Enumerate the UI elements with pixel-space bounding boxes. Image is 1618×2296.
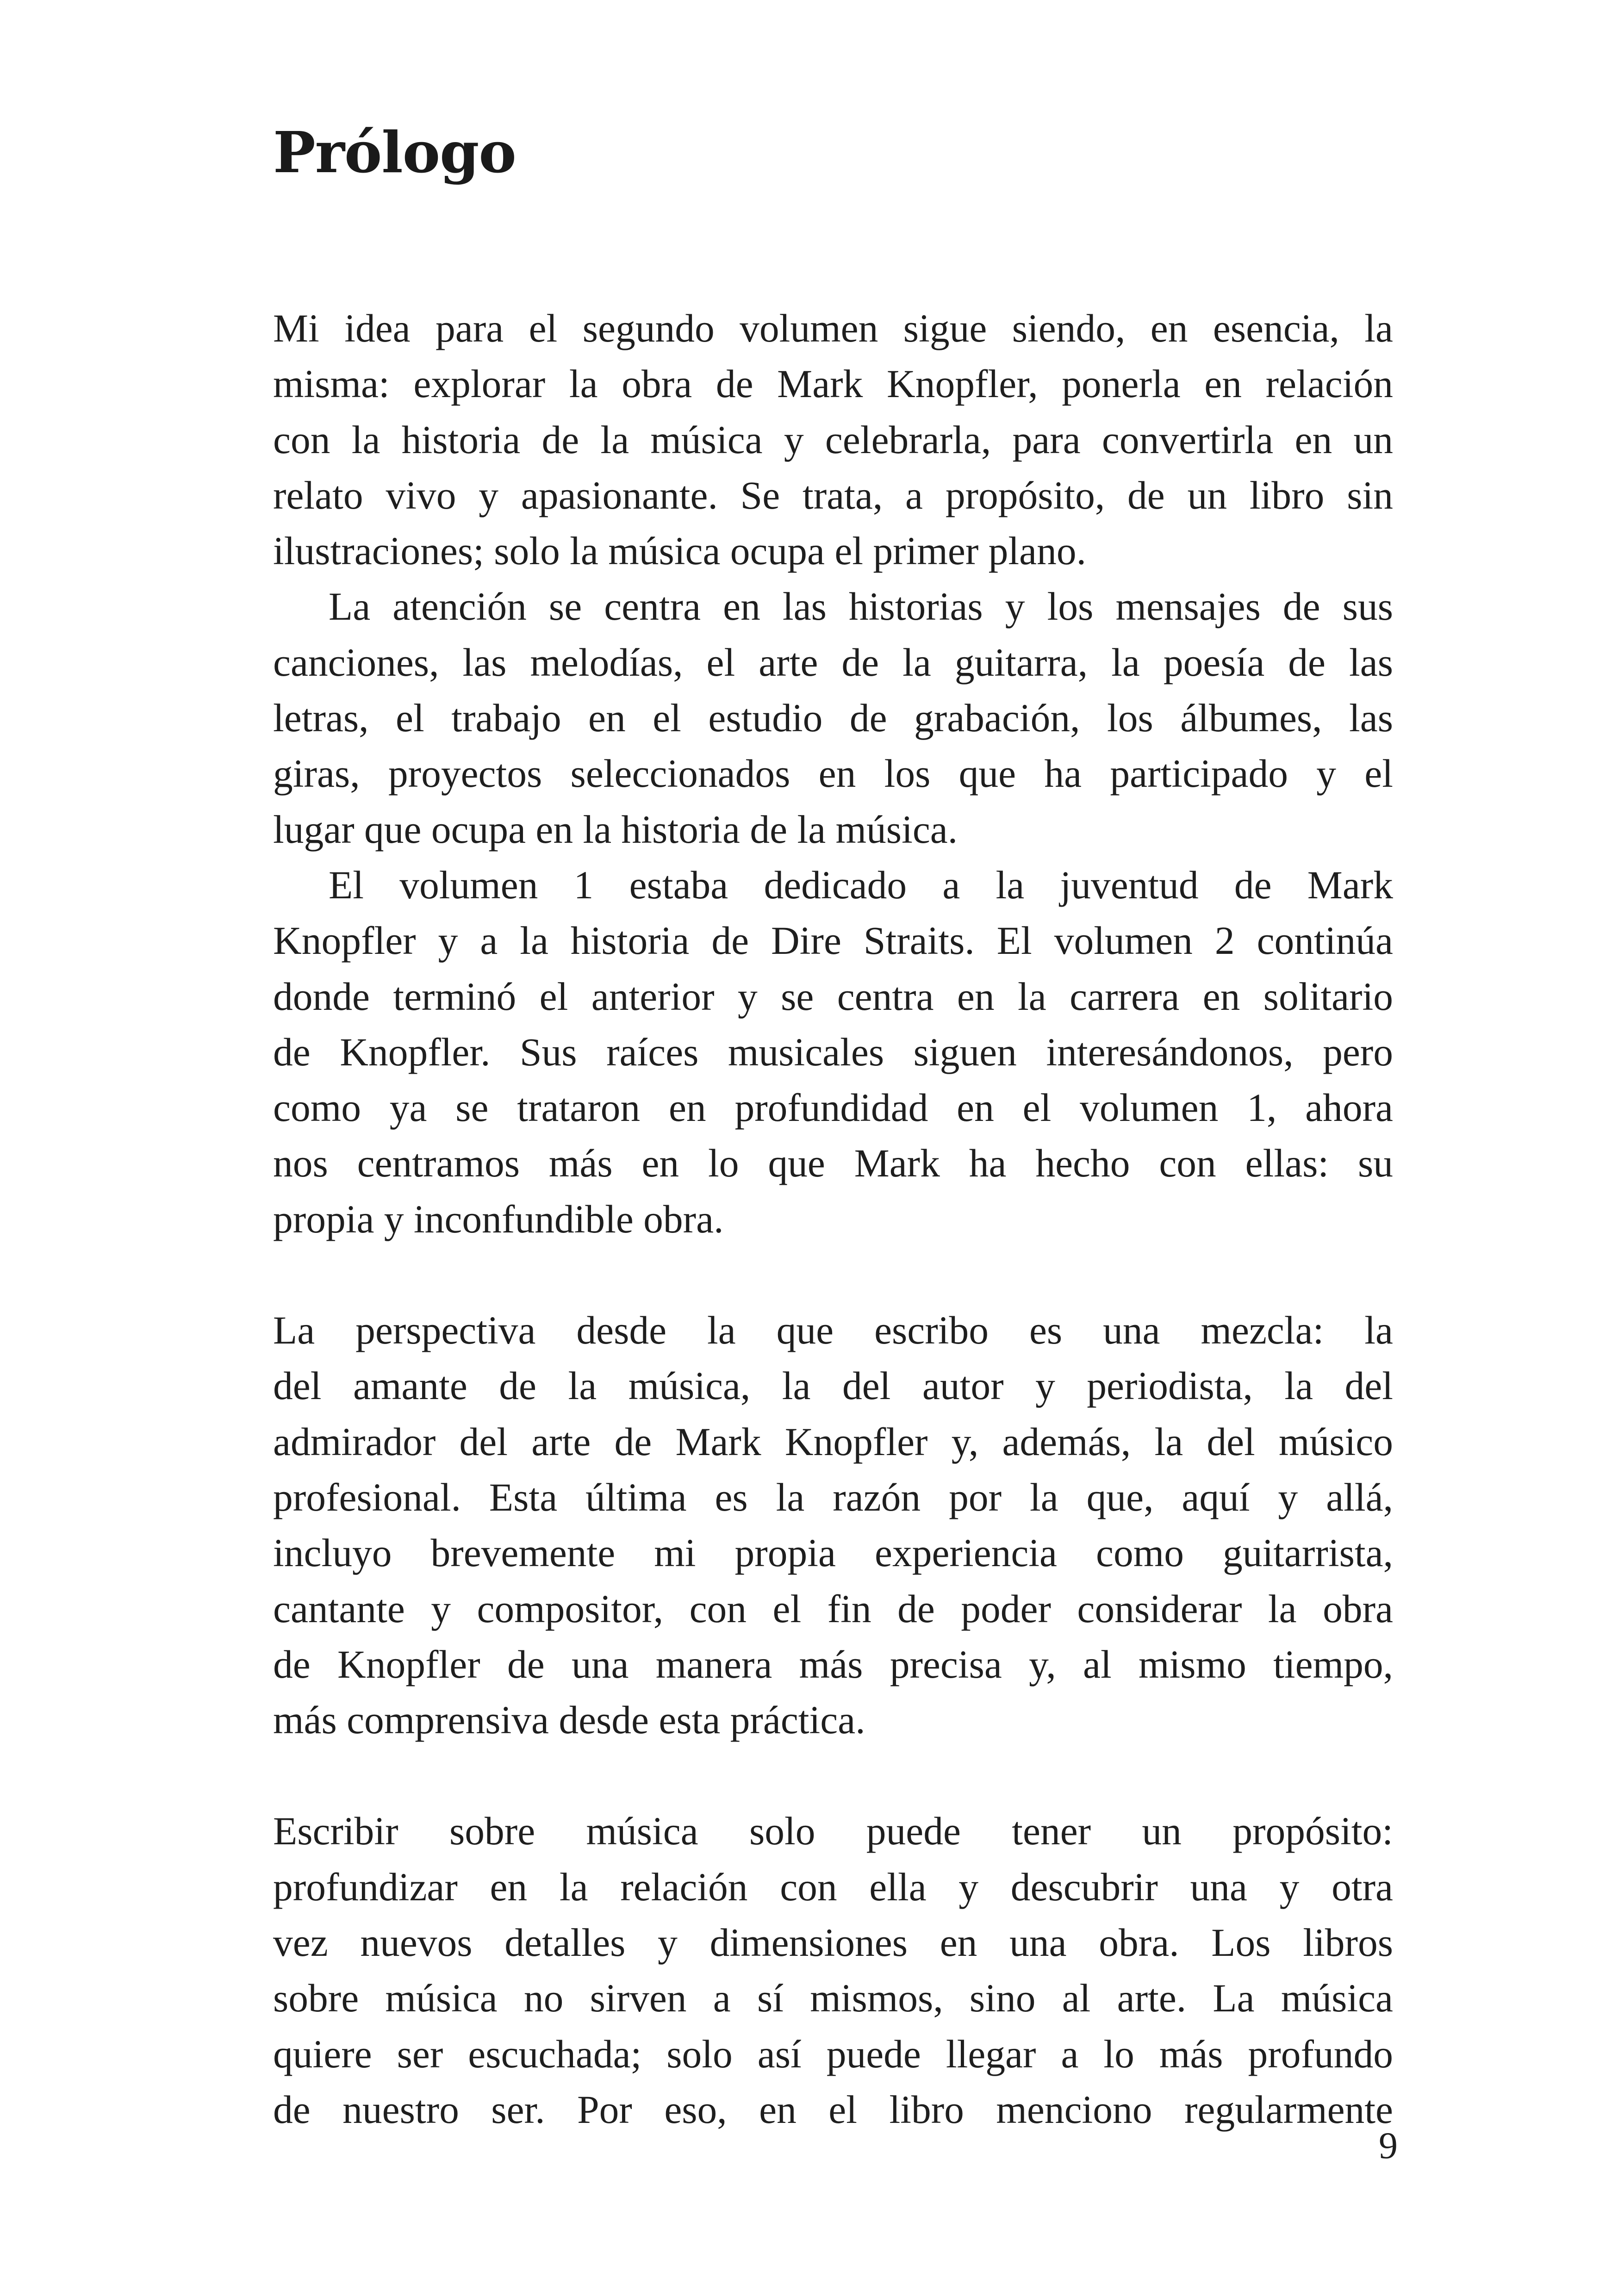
- text-line: de Knopfler de una manera más precisa y, al mismo tiempo,: [273, 1643, 1393, 1686]
- chapter-title: Prólogo: [273, 119, 516, 186]
- text-line: relato vivo y apasionante. Se trata, a propósito, de un libro sin: [273, 473, 1393, 517]
- text-line: La perspectiva desde la que escribo es una mezcla: la: [273, 1309, 1393, 1353]
- text-line: Mi idea para el segundo volumen sigue siendo, en esencia, la: [273, 307, 1393, 350]
- text-line: letras, el trabajo en el estudio de grabación, los álbumes, las: [273, 697, 1393, 740]
- text-line: Knopfler y a la historia de Dire Straits. El volumen 2 continúa: [273, 919, 1393, 963]
- chapter-body: [273, 301, 1393, 2138]
- text-line: con la historia de la música y celebrarla, para convertirla en un: [273, 418, 1393, 462]
- text-line: del amante de la música, la del autor y periodista, la del: [273, 1364, 1393, 1408]
- text-line: Escribir sobre música solo puede tener un propósito:: [273, 1810, 1393, 1854]
- text-line: lugar que ocupa en la historia de la música.: [273, 808, 958, 852]
- text-line: sobre música no sirven a sí mismos, sino al arte. La música: [273, 1977, 1393, 2021]
- text-line: más comprensiva desde esta práctica.: [273, 1699, 865, 1742]
- text-line: como ya se trataron en profundidad en el volumen 1, ahora: [273, 1086, 1393, 1130]
- paragraph-4: [273, 1303, 1393, 1748]
- text-line: de Knopfler. Sus raíces musicales siguen interesándonos, pero: [273, 1030, 1393, 1074]
- page-number: 9: [1379, 2124, 1398, 2166]
- text-line: canciones, las melodías, el arte de la guitarra, la poesía de las: [273, 641, 1393, 684]
- text-line: de nuestro ser. Por eso, en el libro menciono regularmente: [273, 2088, 1393, 2132]
- text-line: nos centramos más en lo que Mark ha hecho con ellas: su: [273, 1142, 1393, 1186]
- text-line: vez nuevos detalles y dimensiones en una obra. Los libros: [273, 1921, 1393, 1965]
- paragraph-2: [273, 579, 1393, 857]
- text-line: misma: explorar la obra de Mark Knopfler, ponerla en relación: [273, 362, 1393, 406]
- paragraph-1: [273, 301, 1393, 579]
- paragraph-5: [273, 1804, 1393, 2138]
- text-line: admirador del arte de Mark Knopfler y, además, la del músico: [273, 1420, 1393, 1464]
- text-line: ilustraciones; solo la música ocupa el primer plano.: [273, 529, 1087, 573]
- text-line: giras, proyectos seleccionados en los que ha participado y el: [273, 752, 1393, 796]
- paragraph-gap: [273, 1247, 1393, 1303]
- text-line: La atención se centra en las historias y los mensajes de sus: [329, 585, 1393, 629]
- paragraph-gap: [273, 1748, 1393, 1804]
- text-line: El volumen 1 estaba dedicado a la juventud de Mark: [329, 863, 1393, 907]
- text-line: propia y inconfundible obra.: [273, 1197, 724, 1241]
- text-line: cantante y compositor, con el fin de poder considerar la obra: [273, 1587, 1393, 1631]
- text-line: quiere ser escuchada; solo así puede llegar a lo más profundo: [273, 2032, 1393, 2076]
- text-line: profesional. Esta última es la razón por la que, aquí y allá,: [273, 1475, 1393, 1519]
- text-line: profundizar en la relación con ella y descubrir una y otra: [273, 1865, 1393, 1909]
- paragraph-3: [273, 858, 1393, 1247]
- text-line: donde terminó el anterior y se centra en la carrera en solitario: [273, 975, 1393, 1019]
- text-line: incluyo brevemente mi propia experiencia como guitarrista,: [273, 1531, 1393, 1575]
